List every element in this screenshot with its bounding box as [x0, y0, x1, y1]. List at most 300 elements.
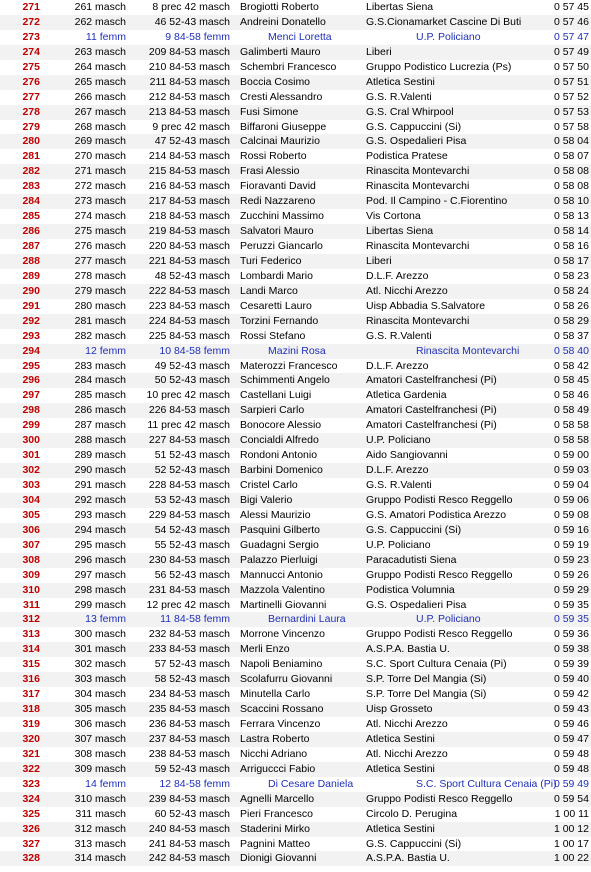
finish-time: 0 59 49 [553, 777, 589, 790]
class-rank: 11 prec 42 masch [147, 419, 230, 432]
position: 310 [22, 583, 40, 596]
finish-time: 0 58 49 [553, 404, 589, 417]
result-row [0, 493, 591, 508]
finish-time: 1 00 12 [553, 822, 589, 835]
position: 285 [22, 210, 40, 223]
finish-time: 0 58 14 [553, 225, 589, 238]
athlete-name: Rondoni Antonio [240, 449, 318, 462]
team-name: D.L.F. Arezzo [366, 359, 429, 372]
category-rank: 293 masch [74, 508, 126, 521]
team-name: Atletica Sestini [366, 75, 435, 88]
category-rank: 301 masch [74, 643, 126, 656]
result-row [0, 314, 591, 329]
position: 312 [22, 613, 40, 626]
class-rank: 240 84-53 masch [148, 822, 230, 835]
team-name: Rinascita Montevarchi [366, 314, 470, 327]
class-rank: 57 52-43 masch [154, 658, 230, 671]
finish-time: 0 58 58 [553, 419, 589, 432]
team-name: G.S. Cappuccini (Si) [366, 523, 462, 536]
result-row [0, 553, 591, 568]
team-name: Atl. Nicchi Arezzo [366, 747, 448, 760]
athlete-name: Guadagni Sergio [240, 538, 319, 551]
class-rank: 236 84-53 masch [148, 718, 230, 730]
athlete-name: Schembri Francesco [240, 60, 337, 73]
class-rank: 227 84-53 masch [148, 434, 230, 447]
class-rank: 216 84-53 masch [148, 180, 230, 193]
category-rank: 308 masch [74, 747, 126, 760]
team-name: Liberi [366, 254, 392, 267]
athlete-name: Morrone Vincenzo [240, 628, 326, 641]
class-rank: 49 52-43 masch [154, 359, 230, 372]
category-rank: 287 masch [74, 419, 126, 432]
team-name: Rinascita Montevarchi [366, 165, 470, 178]
category-rank: 263 masch [74, 45, 126, 58]
class-rank: 230 84-53 masch [148, 553, 230, 566]
result-row [0, 508, 591, 523]
position: 303 [22, 479, 40, 491]
class-rank: 222 84-53 masch [148, 284, 230, 297]
finish-time: 0 58 07 [553, 150, 589, 163]
team-name: U.P. Policiano [416, 613, 481, 626]
athlete-name: Castellani Luigi [240, 389, 312, 402]
class-rank: 46 52-43 masch [154, 15, 230, 28]
team-name: Uisp Grosseto [366, 703, 433, 716]
class-rank: 238 84-53 masch [148, 747, 230, 760]
athlete-name: Bigi Valerio [240, 493, 293, 506]
athlete-name: Martinelli Giovanni [240, 598, 327, 611]
class-rank: 234 84-53 masch [148, 688, 230, 701]
finish-time: 1 00 17 [553, 837, 589, 850]
position: 318 [22, 703, 40, 716]
team-name: Atletica Gardenia [366, 389, 447, 402]
team-name: G.S. R.Valenti [366, 479, 432, 491]
position: 313 [22, 628, 40, 641]
athlete-name: Alessi Maurizio [240, 508, 311, 521]
class-rank: 52 52-43 masch [154, 464, 230, 477]
athlete-name: Schimmenti Angelo [240, 374, 330, 387]
athlete-name: Napoli Beniamino [240, 658, 323, 671]
position: 307 [22, 538, 40, 551]
finish-time: 0 59 26 [553, 568, 589, 581]
class-rank: 58 52-43 masch [154, 673, 230, 686]
team-name: Atletica Sestini [366, 762, 435, 775]
team-name: S.P. Torre Del Mangia (Si) [366, 673, 487, 686]
position: 305 [22, 508, 40, 521]
finish-time: 0 59 38 [553, 643, 589, 656]
athlete-name: Pasquini Gilberto [240, 523, 320, 536]
result-row [0, 224, 591, 239]
result-row [0, 448, 591, 463]
position: 306 [22, 523, 40, 536]
category-rank: 14 femm [85, 777, 126, 790]
position: 289 [22, 269, 40, 282]
finish-time: 0 59 42 [553, 688, 589, 701]
finish-time: 0 59 23 [553, 553, 589, 566]
finish-time: 0 59 03 [553, 464, 589, 477]
category-rank: 277 masch [74, 254, 126, 267]
result-row [0, 642, 591, 657]
finish-time: 0 59 39 [553, 658, 589, 671]
finish-time: 0 57 49 [553, 45, 589, 58]
finish-time: 0 58 08 [553, 165, 589, 178]
finish-time: 0 59 29 [553, 583, 589, 596]
athlete-name: Merli Enzo [240, 643, 290, 656]
finish-time: 0 58 10 [553, 195, 589, 208]
athlete-name: Lastra Roberto [240, 732, 310, 745]
class-rank: 12 prec 42 masch [146, 598, 230, 611]
class-rank: 12 84-58 femm [159, 777, 230, 790]
position: 325 [22, 807, 40, 820]
category-rank: 314 masch [74, 852, 126, 865]
team-name: A.S.P.A. Bastia U. [366, 643, 450, 656]
finish-time: 0 58 23 [553, 269, 589, 282]
position: 299 [22, 419, 40, 432]
team-name: Paracadutisti Siena [366, 553, 457, 566]
class-rank: 215 84-53 masch [148, 165, 230, 178]
class-rank: 47 52-43 masch [154, 135, 230, 148]
team-name: Amatori Castelfranchesi (Pi) [366, 404, 497, 417]
position: 272 [22, 15, 40, 28]
class-rank: 9 84-58 femm [165, 30, 230, 43]
category-rank: 312 masch [74, 822, 126, 835]
team-name: G.S. Ospedalieri Pisa [366, 135, 467, 148]
position: 282 [22, 165, 40, 178]
athlete-name: Staderini Mirko [240, 822, 311, 835]
class-rank: 54 52-43 masch [154, 523, 230, 536]
result-row [0, 433, 591, 448]
class-rank: 241 84-53 masch [148, 837, 230, 850]
category-rank: 303 masch [74, 673, 126, 686]
position: 274 [22, 45, 40, 58]
finish-time: 0 59 48 [553, 762, 589, 775]
class-rank: 217 84-53 masch [148, 195, 230, 208]
class-rank: 9 prec 42 masch [152, 120, 230, 133]
team-name: Circolo D. Perugina [366, 807, 458, 820]
team-name: S.C. Sport Cultura Cenaia (Pi) [366, 658, 507, 671]
finish-time: 0 58 45 [553, 374, 589, 387]
finish-time: 0 58 04 [553, 135, 589, 148]
result-row [0, 299, 591, 314]
team-name: Liberi [366, 45, 392, 58]
athlete-name: Bernardini Laura [268, 613, 346, 626]
position: 317 [22, 688, 40, 701]
category-rank: 272 masch [74, 180, 126, 193]
position: 273 [22, 30, 40, 43]
finish-time: 0 58 58 [553, 434, 589, 447]
result-row [0, 134, 591, 149]
team-name: Gruppo Podisti Resco Reggello [366, 628, 513, 641]
position: 290 [22, 284, 40, 297]
category-rank: 270 masch [74, 150, 126, 163]
position: 278 [22, 105, 40, 118]
athlete-name: Scolafurru Giovanni [240, 673, 333, 686]
result-row [0, 851, 591, 866]
result-row [0, 538, 591, 553]
athlete-name: Frasi Alessio [240, 165, 300, 178]
position: 295 [22, 359, 40, 372]
position: 327 [22, 837, 40, 850]
finish-time: 0 57 47 [553, 30, 589, 43]
category-rank: 292 masch [74, 493, 126, 506]
category-rank: 282 masch [74, 329, 126, 342]
category-rank: 295 masch [74, 538, 126, 551]
athlete-name: Pieri Francesco [240, 807, 313, 820]
athlete-name: Rossi Stefano [240, 329, 306, 342]
athlete-name: Turi Federico [240, 254, 302, 267]
class-rank: 237 84-53 masch [148, 732, 230, 745]
finish-time: 0 57 51 [553, 75, 589, 88]
result-row [0, 478, 591, 493]
finish-time: 0 59 35 [553, 598, 589, 611]
position: 298 [22, 404, 40, 417]
finish-time: 0 57 50 [553, 60, 589, 73]
athlete-name: Cesaretti Lauro [240, 299, 312, 312]
result-row [0, 418, 591, 433]
finish-time: 0 58 26 [553, 299, 589, 312]
team-name: Rinascita Montevarchi [366, 180, 470, 193]
class-rank: 221 84-53 masch [148, 254, 230, 267]
result-row [0, 90, 591, 105]
position: 309 [22, 568, 40, 581]
finish-time: 0 58 37 [553, 329, 589, 342]
athlete-name: Boccia Cosimo [240, 75, 311, 88]
athlete-name: Redi Nazzareno [240, 195, 316, 208]
athlete-name: Cristel Carlo [240, 479, 298, 491]
class-rank: 233 84-53 masch [148, 643, 230, 656]
class-rank: 11 84-58 femm [160, 613, 230, 626]
position: 323 [22, 777, 40, 790]
position: 314 [22, 643, 40, 656]
class-rank: 239 84-53 masch [148, 792, 230, 805]
category-rank: 302 masch [74, 658, 126, 671]
position: 315 [22, 658, 40, 671]
finish-time: 0 58 08 [553, 180, 589, 193]
category-rank: 280 masch [74, 299, 126, 312]
position: 297 [22, 389, 40, 402]
athlete-name: Rossi Roberto [240, 150, 307, 163]
result-row [0, 388, 591, 403]
category-rank: 275 masch [74, 225, 126, 238]
result-row [0, 583, 591, 598]
class-rank: 10 84-58 femm [159, 344, 230, 357]
position: 271 [22, 1, 40, 13]
team-name: D.L.F. Arezzo [366, 269, 429, 282]
position: 322 [22, 762, 40, 775]
result-row [0, 344, 591, 359]
category-rank: 288 masch [74, 434, 126, 447]
class-rank: 209 84-53 masch [148, 45, 230, 58]
athlete-name: Cresti Alessandro [240, 90, 323, 103]
finish-time: 0 59 36 [553, 628, 589, 641]
class-rank: 225 84-53 masch [148, 329, 230, 342]
category-rank: 296 masch [74, 553, 126, 566]
team-name: S.P. Torre Del Mangia (Si) [366, 688, 487, 701]
position: 328 [22, 852, 40, 865]
team-name: Gruppo Podisti Resco Reggello [366, 792, 513, 805]
class-rank: 242 84-53 masch [148, 852, 230, 865]
category-rank: 261 masch [74, 1, 126, 13]
finish-time: 0 57 52 [553, 90, 589, 103]
team-name: D.L.F. Arezzo [366, 464, 429, 477]
position: 286 [22, 225, 40, 238]
class-rank: 50 52-43 masch [154, 374, 230, 387]
result-row [0, 75, 591, 90]
finish-time: 0 58 40 [553, 344, 589, 357]
result-row [0, 30, 591, 45]
category-rank: 268 masch [74, 120, 126, 133]
position: 296 [22, 374, 40, 387]
position: 311 [23, 598, 40, 611]
position: 279 [22, 120, 40, 133]
athlete-name: Ferrara Vincenzo [240, 718, 321, 730]
finish-time: 0 58 17 [553, 254, 589, 267]
class-rank: 48 52-43 masch [154, 269, 230, 282]
result-row [0, 194, 591, 209]
result-row [0, 0, 591, 15]
result-row [0, 687, 591, 702]
position: 293 [22, 329, 40, 342]
category-rank: 13 femm [85, 613, 126, 626]
result-row [0, 717, 591, 732]
category-rank: 274 masch [74, 210, 126, 223]
finish-time: 0 58 24 [553, 284, 589, 297]
result-row [0, 627, 591, 642]
category-rank: 11 femm [85, 30, 126, 43]
result-row [0, 403, 591, 418]
position: 294 [22, 344, 40, 357]
athlete-name: Scaccini Rossano [240, 703, 324, 716]
result-row [0, 807, 591, 822]
category-rank: 264 masch [74, 60, 126, 73]
result-row [0, 792, 591, 807]
category-rank: 294 masch [74, 523, 126, 536]
position: 304 [22, 493, 40, 506]
finish-time: 0 59 19 [553, 538, 589, 551]
athlete-name: Lombardi Mario [240, 269, 313, 282]
class-rank: 56 52-43 masch [154, 568, 230, 581]
athlete-name: Bonocore Alessio [240, 419, 322, 432]
position: 301 [22, 449, 40, 462]
class-rank: 228 84-53 masch [148, 479, 230, 491]
position: 283 [22, 180, 40, 193]
category-rank: 269 masch [74, 135, 126, 148]
category-rank: 291 masch [74, 479, 126, 491]
athlete-name: Minutella Carlo [240, 688, 311, 701]
result-row [0, 598, 591, 613]
team-name: G.S. Amatori Podistica Arezzo [366, 508, 507, 521]
team-name: Podistica Volumnia [366, 583, 455, 596]
team-name: Vis Cortona [366, 210, 421, 223]
team-name: Amatori Castelfranchesi (Pi) [366, 374, 497, 387]
finish-time: 0 59 35 [553, 613, 589, 626]
result-row [0, 747, 591, 762]
athlete-name: Fusi Simone [240, 105, 299, 118]
result-row [0, 762, 591, 777]
athlete-name: Brogiotti Roberto [240, 1, 319, 13]
category-rank: 262 masch [74, 15, 126, 28]
team-name: Gruppo Podisti Resco Reggello [366, 568, 513, 581]
athlete-name: Zucchini Massimo [240, 210, 325, 223]
category-rank: 289 masch [74, 449, 126, 462]
class-rank: 223 84-53 masch [148, 299, 230, 312]
finish-time: 0 59 47 [553, 732, 589, 745]
position: 308 [22, 553, 40, 566]
athlete-name: Sarpieri Carlo [240, 404, 305, 417]
result-row [0, 120, 591, 135]
athlete-name: Andreini Donatello [240, 15, 326, 28]
athlete-name: Menci Loretta [268, 30, 332, 43]
finish-time: 0 58 16 [553, 240, 589, 252]
team-name: U.P. Policiano [416, 30, 481, 43]
athlete-name: Torzini Fernando [240, 314, 319, 327]
class-rank: 220 84-53 masch [148, 240, 230, 252]
category-rank: 298 masch [74, 583, 126, 596]
team-name: Libertas Siena [366, 1, 434, 13]
class-rank: 59 52-43 masch [154, 762, 230, 775]
category-rank: 266 masch [74, 90, 126, 103]
finish-time: 0 57 46 [553, 15, 589, 28]
result-row [0, 45, 591, 60]
class-rank: 235 84-53 masch [148, 703, 230, 716]
position: 316 [22, 673, 40, 686]
category-rank: 307 masch [74, 732, 126, 745]
position: 324 [22, 792, 40, 805]
category-rank: 281 masch [74, 314, 126, 327]
finish-time: 0 59 16 [553, 523, 589, 536]
result-row [0, 60, 591, 75]
position: 326 [22, 822, 40, 835]
team-name: Atletica Sestini [366, 822, 435, 835]
result-row [0, 612, 591, 627]
category-rank: 299 masch [74, 598, 126, 611]
category-rank: 311 masch [75, 807, 126, 820]
finish-time: 1 00 22 [553, 852, 589, 865]
position: 281 [22, 150, 40, 163]
class-rank: 218 84-53 masch [148, 210, 230, 223]
result-row [0, 732, 591, 747]
athlete-name: Materozzi Francesco [240, 359, 338, 372]
category-rank: 267 masch [74, 105, 126, 118]
team-name: Atletica Sestini [366, 732, 435, 745]
team-name: Atl. Nicchi Arezzo [366, 718, 448, 730]
result-row [0, 523, 591, 538]
finish-time: 0 58 13 [553, 210, 589, 223]
finish-time: 0 59 46 [553, 718, 589, 730]
result-row [0, 359, 591, 374]
athlete-name: Mazzola Valentino [240, 583, 326, 596]
category-rank: 279 masch [74, 284, 126, 297]
category-rank: 313 masch [74, 837, 126, 850]
team-name: Amatori Castelfranchesi (Pi) [366, 419, 497, 432]
position: 292 [22, 314, 40, 327]
team-name: G.S. R.Valenti [366, 90, 432, 103]
finish-time: 1 00 11 [554, 807, 589, 820]
team-name: G.S. R.Valenti [366, 329, 432, 342]
finish-time: 0 58 42 [553, 359, 589, 372]
class-rank: 10 prec 42 masch [146, 389, 230, 402]
team-name: U.P. Policiano [366, 538, 431, 551]
result-row [0, 657, 591, 672]
position: 300 [22, 434, 40, 447]
result-row [0, 269, 591, 284]
athlete-name: Calcinai Maurizio [240, 135, 320, 148]
result-row [0, 164, 591, 179]
team-name: Atl. Nicchi Arezzo [366, 284, 448, 297]
category-rank: 305 masch [74, 703, 126, 716]
finish-time: 0 59 43 [553, 703, 589, 716]
team-name: Gruppo Podistico Lucrezia (Ps) [366, 60, 512, 73]
category-rank: 286 masch [74, 404, 126, 417]
